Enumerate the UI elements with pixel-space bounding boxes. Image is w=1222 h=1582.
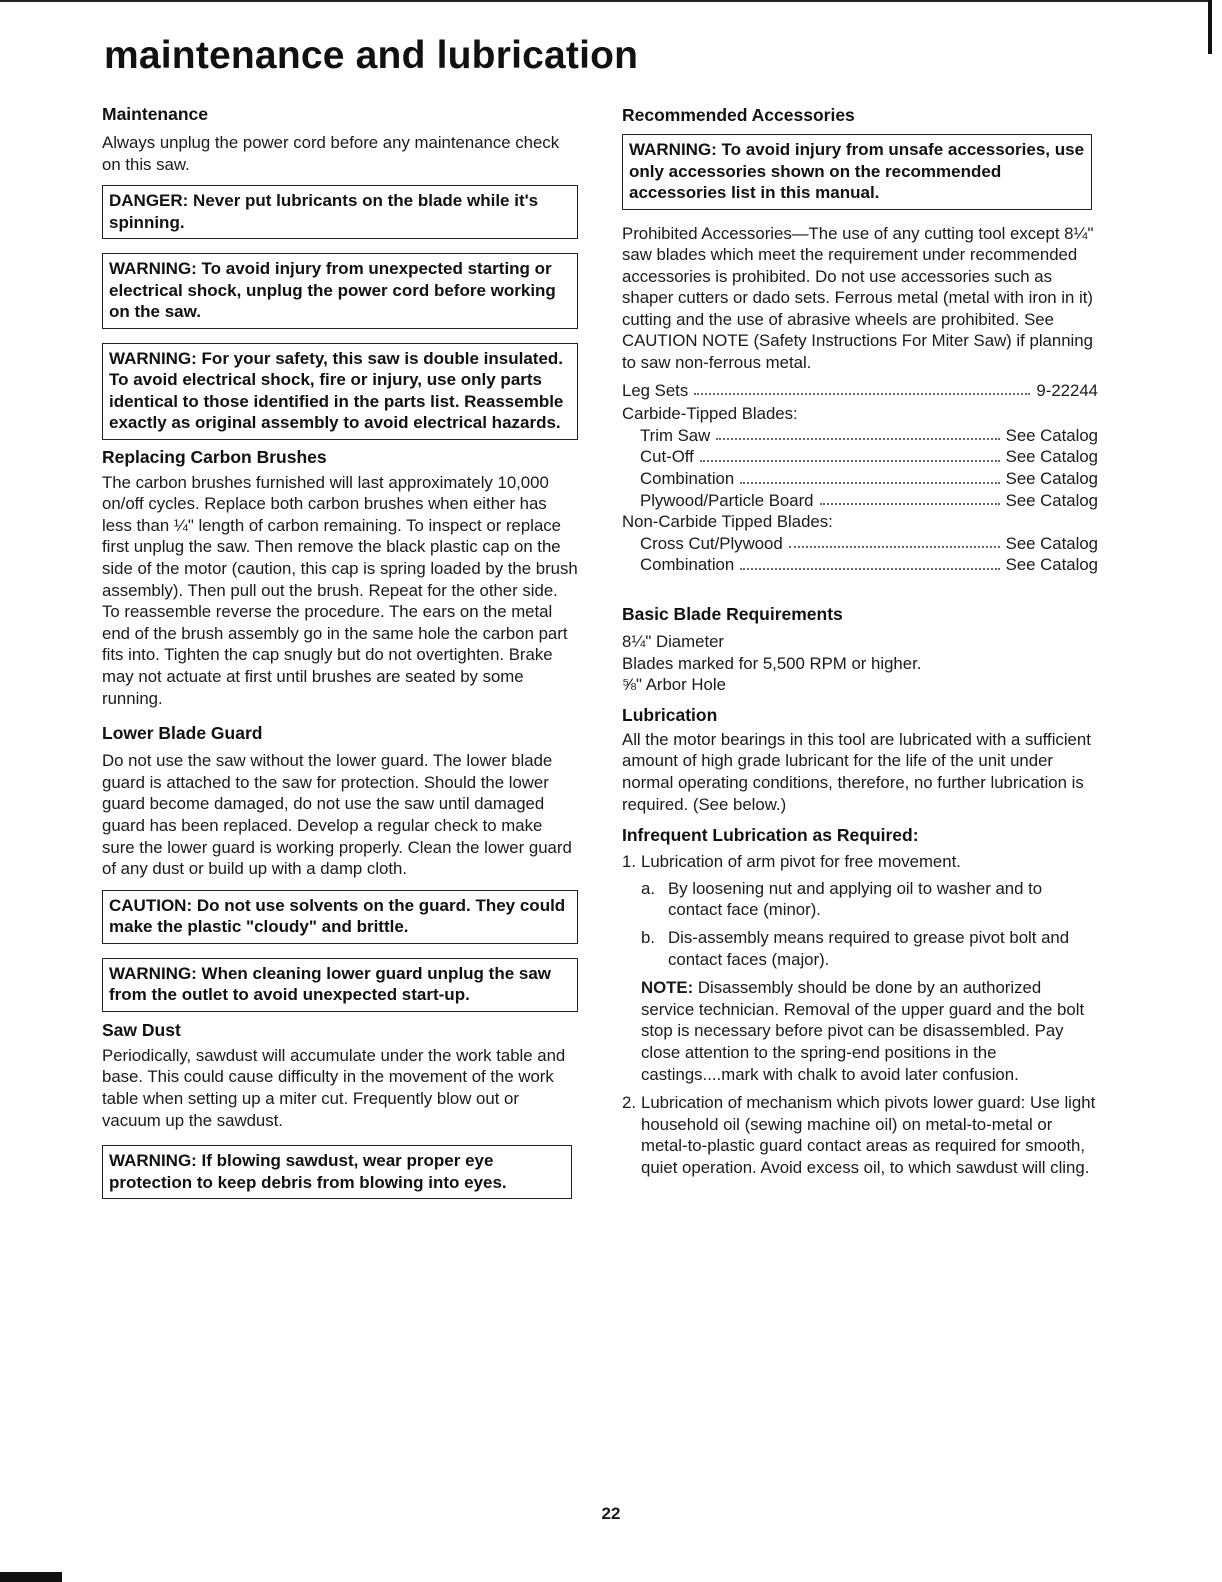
noncarbide-row (622, 554, 1098, 576)
note-paragraph (641, 977, 1098, 1085)
guard-text: Do not use the saw without the lower guard. The lower blade guard is attached to the saw for protection. Should the lower guard become damaged, do not use the saw until damaged guard has been replaced. Develop a regular check to make sure the lower guard is working properly. Clean the lower guard of any dust or build up with a damp cloth. (102, 751, 572, 879)
warning-cleaning-box: WARNING: When cleaning lower guard unplug the saw from the outlet to avoid unexpected start-up. (102, 958, 578, 1012)
blade-requirements-heading: Basic Blade Requirements (622, 604, 843, 624)
list-number: 2. (622, 1093, 636, 1113)
carbide-value: See Catalog (1005, 447, 1098, 467)
dot-leader (740, 468, 999, 484)
warning-eye-protection-box: WARNING: If blowing sawdust, wear proper eye protection to keep debris from blowing into eyes. (102, 1145, 572, 1199)
blade-req-line: ⅝" Arbor Hole (622, 675, 726, 695)
dot-leader (716, 425, 999, 441)
danger-box: DANGER: Never put lubricants on the blade while it's spinning. (102, 185, 578, 239)
sub-item-label: b. (641, 927, 655, 947)
saw-dust-heading: Saw Dust (102, 1019, 181, 1040)
blade-req-line: Blades marked for 5,500 RPM or higher. (622, 653, 922, 673)
carbide-value: See Catalog (1005, 425, 1098, 445)
bottom-edge-mark (0, 1572, 62, 1582)
noncarbide-name: Cross Cut/Plywood (640, 533, 783, 553)
carbide-row (622, 468, 1098, 490)
list-item (622, 1092, 1098, 1178)
lubrication-text: All the motor bearings in this tool are lubricated with a sufficient amount of high grade lubricant for the life of the unit under normal operating conditions, therefore, no further lubrication is required. (See below.) (622, 729, 1091, 814)
saw-dust-text: Periodically, sawdust will accumulate under the work table and base. This could cause difficulty in the movement of the work table when setting up a miter cut. Frequently blow out or vacuum up the sawdust. (102, 1045, 566, 1130)
carbide-label: Carbide-Tipped Blades: (622, 404, 798, 424)
lubrication-heading: Lubrication (622, 704, 718, 725)
carbide-row (622, 490, 1098, 512)
carbide-row (622, 425, 1098, 447)
sub-item-text: By loosening nut and applying oil to washer and to contact face (minor). (668, 878, 1043, 920)
note-label: NOTE: (641, 978, 694, 998)
noncarbide-name: Combination (640, 555, 735, 575)
sub-item (641, 878, 1098, 921)
caution-solvents-box: CAUTION: Do not use solvents on the guard. They could make the plastic "cloudy" and brittle. (102, 890, 578, 944)
carbide-name: Trim Saw (640, 425, 711, 445)
carbide-row (622, 446, 1098, 468)
maintenance-heading: Maintenance (102, 104, 208, 124)
leg-sets-name: Leg Sets (622, 380, 689, 400)
sub-item-text: Dis-assembly means required to grease pivot bolt and contact faces (major). (668, 927, 1070, 969)
dot-leader (789, 533, 1000, 549)
noncarbide-label: Non-Carbide Tipped Blades: (622, 512, 833, 532)
blade-req-line: 8¼" Diameter (622, 632, 725, 651)
left-column (102, 104, 578, 1199)
sub-item (641, 927, 1098, 970)
dot-leader (820, 490, 1000, 506)
list-item (622, 851, 1098, 1085)
noncarbide-row (622, 533, 1098, 555)
noncarbide-value: See Catalog (1005, 533, 1098, 553)
carbide-name: Cut-Off (640, 447, 694, 467)
leg-sets-row (622, 380, 1098, 402)
right-column (622, 104, 1098, 1178)
carbide-value: See Catalog (1005, 490, 1098, 510)
dot-leader (740, 554, 999, 570)
note-text: Disassembly should be done by an authorized service technician. Removal of the upper guard and the bolt stop is necessary before pivot can be disassembled. Pay close attention to the spring-end positions in the castings....mark with chalk to avoid later confusion. (641, 978, 1085, 1084)
dot-leader (700, 446, 1000, 462)
brushes-text: The carbon brushes furnished will last approximately 10,000 on/off cycles. Replace both carbon brushes when either has less than ¼" length of carbon remaining. To inspect or replace first unplug the saw. Then remove the black plastic cap on the side of the motor (caution, this cap is spring loaded by the brush assembly). Then pull out the brush. Repeat for the other side. To reassemble reverse the procedure. The ears on the metal end of the brush assembly go in the same hole the carbon part fits into. Tighten the cap snugly but do not overtighten. Brake may not actuate at first until brushes are seated by some running. (102, 472, 578, 708)
accessories-heading: Recommended Accessories (622, 105, 855, 125)
right-edge-mark (1208, 0, 1212, 54)
list-number: 1. (622, 852, 636, 872)
dot-leader (694, 380, 1030, 396)
sub-item-label: a. (641, 878, 655, 898)
carbide-name: Plywood/Particle Board (640, 490, 814, 510)
brushes-heading: Replacing Carbon Brushes (102, 446, 327, 467)
guard-heading: Lower Blade Guard (102, 723, 263, 744)
noncarbide-value: See Catalog (1005, 555, 1098, 575)
infrequent-lubrication-heading: Infrequent Lubrication as Required: (622, 825, 919, 846)
warning-unexpected-start-box: WARNING: To avoid injury from unexpected starting or electrical shock, unplug the power cord before working on the saw. (102, 253, 578, 329)
maintenance-text: Always unplug the power cord before any maintenance check on this saw. (102, 133, 560, 174)
prohibited-accessories-text: Prohibited Accessories—The use of any cutting tool except 8¼" saw blades which meet the requirement under recommended accessories is prohibited. Do not use accessories such as shaper cutters or dado sets. Ferrous metal (metal with iron in it) cutting and the use of abrasive wheels are prohibited. See CAUTION NOTE (Safety Instructions For Miter Saw) if planning to saw non-ferrous metal. (622, 223, 1094, 373)
page-title: maintenance and lubrication (104, 34, 639, 77)
leg-sets-value: 9-22244 (1036, 380, 1098, 400)
carbide-name: Combination (640, 469, 735, 489)
top-rule (0, 0, 1212, 2)
lubrication-list (622, 851, 1098, 1178)
warning-double-insulated-box: WARNING: For your safety, this saw is double insulated. To avoid electrical shock, fire or injury, use only parts identical to those identified in the parts list. Reassemble exactly as original assembly to avoid electrical hazards. (102, 343, 578, 440)
page-number: 22 (601, 1504, 621, 1523)
list-item-text: Lubrication of mechanism which pivots lower guard: Use light household oil (sewing machine oil) on metal-to-metal or metal-to-plastic guard contact areas as required for smooth, quiet operation. Avoid excess oil, to which sawdust will cling. (641, 1093, 1096, 1177)
carbide-value: See Catalog (1005, 469, 1098, 489)
list-item-text: Lubrication of arm pivot for free movement. (641, 852, 961, 872)
warning-accessories-box: WARNING: To avoid injury from unsafe accessories, use only accessories shown on the recommended accessories list in this manual. (622, 134, 1092, 210)
